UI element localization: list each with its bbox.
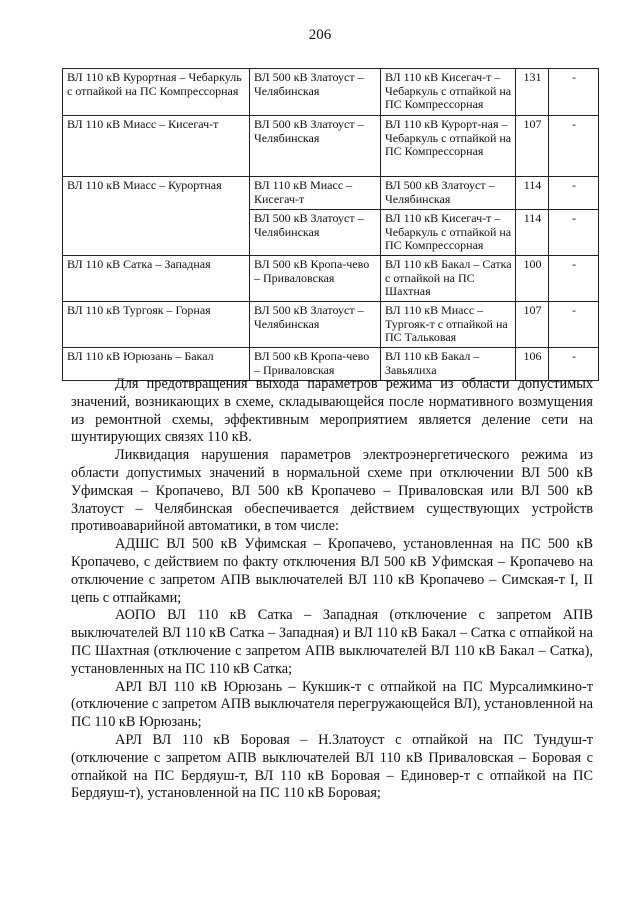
table-cell-number: 107 (516, 302, 549, 348)
table-row (63, 302, 599, 348)
table-cell: ВЛ 110 кВ Курорт-ная – Чебаркуль с отпайкой на ПС Компрессорная (381, 116, 516, 177)
table-cell-dash: - (549, 302, 599, 348)
table-cell: ВЛ 500 кВ Златоуст – Челябинская (250, 69, 381, 116)
table-cell: ВЛ 500 кВ Златоуст – Челябинская (250, 302, 381, 348)
table-row (63, 177, 599, 210)
table-cell: ВЛ 110 кВ Кисегач-т – Чебаркуль с отпайкой на ПС Компрессорная (381, 210, 516, 256)
table-cell-number: 114 (516, 177, 549, 210)
table-cell: ВЛ 110 кВ Миасс – Тургояк-т с отпайкой на ПС Тальковая (381, 302, 516, 348)
table-cell-dash: - (549, 69, 599, 116)
table-cell: ВЛ 500 кВ Златоуст – Челябинская (250, 116, 381, 177)
table-cell-number: 114 (516, 210, 549, 256)
table-cell: ВЛ 110 кВ Сатка – Западная (63, 256, 250, 302)
table-cell-number: 131 (516, 69, 549, 116)
table-cell: ВЛ 500 кВ Златоуст – Челябинская (381, 177, 516, 210)
table-cell: ВЛ 110 кВ Курортная – Чебаркуль с отпайкой на ПС Компрессорная (63, 69, 250, 116)
table-row (63, 256, 599, 302)
paragraph: АОПО ВЛ 110 кВ Сатка – Западная (отключение с запретом АПВ выключателей ВЛ 110 кВ Сатка – Западная) и ВЛ 110 кВ Бакал – Сатка с отпайкой на ПС Шахтная (отключение с запретом АПВ выключателей ВЛ 110 кВ Бакал – Сатка), установленных на ПС 110 кВ Сатка; (71, 607, 593, 677)
table-cell: ВЛ 110 кВ Кисегач-т – Чебаркуль с отпайкой на ПС Компрессорная (381, 69, 516, 116)
table-cell: ВЛ 500 кВ Златоуст – Челябинская (250, 210, 381, 256)
paragraph: АРЛ ВЛ 110 кВ Боровая – Н.Златоуст с отпайкой на ПС Тундуш-т (отключение с запретом АПВ выключателей ВЛ 110 кВ Приваловская – Боровая с отпайкой на ПС Бердяуш-т, ВЛ 110 кВ Боровая – Единовер-т с отпайкой на ПС Бердяуш-т), установленной на ПС 110 кВ Боровая; (71, 731, 593, 802)
table-cell-dash: - (549, 210, 599, 256)
table-cell: ВЛ 500 кВ Кропа-чево – Приваловская (250, 348, 381, 381)
paragraph: АДШС ВЛ 500 кВ Уфимская – Кропачево, установленная на ПС 500 кВ Кропачево, с действием по факту отключения ВЛ 500 кВ Уфимская – Кропачево на отключение с запретом АПВ выключателей ВЛ 110 кВ Кропачево – Симская-т I, II цепь с отпайками; (71, 536, 593, 606)
table-cell-dash: - (549, 256, 599, 302)
table-cell: ВЛ 110 кВ Бакал – Завьялиха (381, 348, 516, 381)
page-number: 206 (308, 27, 332, 43)
table-cell-number: 107 (516, 116, 549, 177)
body-text (71, 376, 593, 803)
table-cell-dash: - (549, 348, 599, 381)
table-cell: ВЛ 110 кВ Юрюзань – Бакал (63, 348, 250, 381)
table-cell: ВЛ 110 кВ Миасс – Курортная (63, 177, 250, 256)
table-cell-number: 106 (516, 348, 549, 381)
table-cell: ВЛ 500 кВ Кропа-чево – Приваловская (250, 256, 381, 302)
paragraph: АРЛ ВЛ 110 кВ Юрюзань – Кукшик-т с отпайкой на ПС Мурсалимкино-т (отключение с запретом АПВ выключателя перегружающейся ВЛ), установленной на ПС 110 кВ Юрюзань; (71, 678, 593, 731)
table-cell-dash: - (549, 177, 599, 210)
paragraph: Ликвидация нарушения параметров электроэнергетического режима из области допустимых значений в нормальной схеме при отключении ВЛ 500 кВ Уфимская – Кропачево, ВЛ 500 кВ Кропачево – Приваловская или ВЛ 500 кВ Златоуст – Челябинская обеспечивается действием существующих устройств противоаварийной автоматики, в том числе: (71, 447, 593, 535)
table-cell: ВЛ 110 кВ Миасс – Кисегач-т (63, 116, 250, 177)
table-cell-number: 100 (516, 256, 549, 302)
table-row (63, 116, 599, 177)
table-row (63, 69, 599, 116)
table-cell-dash: - (549, 116, 599, 177)
paragraph: Для предотвращения выхода параметров режима из области допустимых значений, возникающих в схеме, складывающейся после нормативного возмущения из ремонтной схемы, эффективным мероприятием является деление сети на шунтирующих связях 110 кВ. (71, 376, 593, 446)
table-cell: ВЛ 110 кВ Тургояк – Горная (63, 302, 250, 348)
contingency-table (62, 68, 599, 381)
table-cell: ВЛ 110 кВ Миасс – Кисегач-т (250, 177, 381, 210)
table-cell: ВЛ 110 кВ Бакал – Сатка с отпайкой на ПС Шахтная (381, 256, 516, 302)
